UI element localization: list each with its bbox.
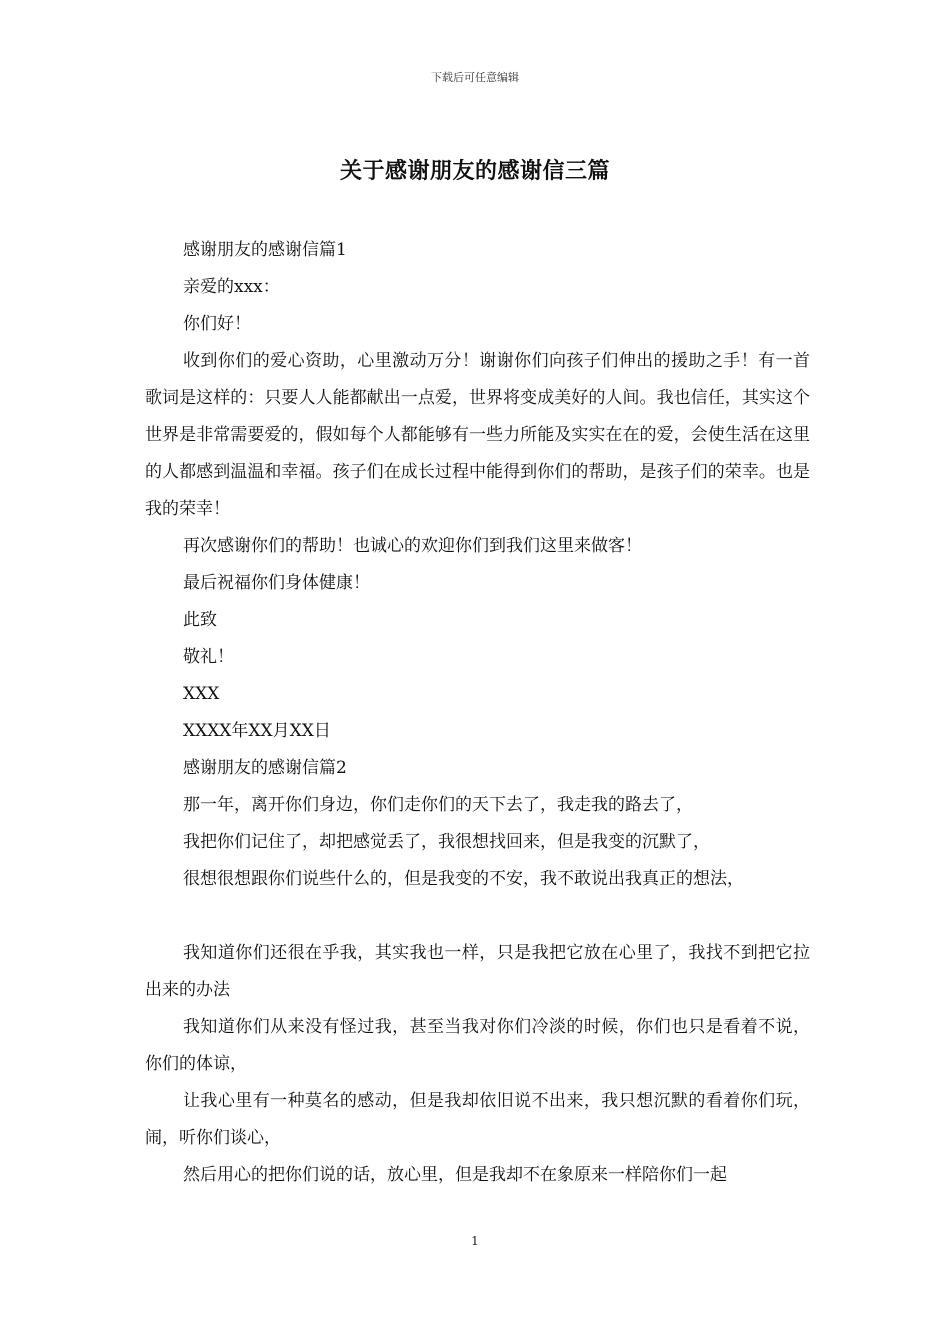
header-note: 下载后可任意编辑 (431, 71, 519, 84)
poem-line: 很想很想跟你们说些什么的，但是我变的不安，我不敢说出我真正的想法， (183, 869, 744, 889)
body-paragraph: 收到你们的爱心资助，心里激动万分！谢谢你们向孩子们伸出的援助之手！有一首歌词是这样的：只要人人能都献出一点爱，世界将变成美好的人间。我也信任，其实这个世界是非常需要爱的，假如每个人都能够有一些力所能及实实在在的爱，会使生活在这里的人都感到温温和幸福。孩子们在成长过程中能得到你们的帮助，是孩子们的荣幸。也是我的荣幸！ (145, 351, 810, 519)
closing-wish: 最后祝福你们身体健康！ (183, 573, 370, 593)
poem-line: 然后用心的把你们说的话，放心里，但是我却不在象原来一样陪你们一起 (183, 1165, 727, 1185)
page-number: 1 (471, 1234, 479, 1248)
poem-line: 那一年，离开你们身边，你们走你们的天下去了，我走我的路去了， (183, 795, 693, 815)
closing-phrase: 此致 (183, 610, 217, 630)
salutation: 亲爱的xxx： (183, 277, 280, 297)
closing-salute: 敬礼！ (183, 647, 234, 667)
poem-line: 我知道你们还很在乎我，其实我也一样，只是我把它放在心里了，我找不到把它拉出来的办法 (145, 943, 810, 1000)
section-heading-2: 感谢朋友的感谢信篇2 (183, 758, 347, 778)
blank-line (145, 898, 810, 935)
poem-line: 我把你们记住了，却把感觉丢了，我很想找回来，但是我变的沉默了， (183, 832, 710, 852)
section-heading-1: 感谢朋友的感谢信篇1 (183, 240, 347, 260)
poem-line: 让我心里有一种莫名的感动，但是我却依旧说不出来，我只想沉默的看着你们玩，闹，听你们谈心， (145, 1091, 810, 1148)
document-body (145, 232, 810, 1194)
letter-date: XXXX年XX月XX日 (183, 721, 331, 741)
poem-line: 我知道你们从来没有怪过我，甚至当我对你们冷淡的时候，你们也只是看着不说，你们的体谅， (145, 1017, 810, 1074)
body-paragraph: 再次感谢你们的帮助！也诚心的欢迎你们到我们这里来做客！ (183, 536, 642, 556)
signature: XXX (183, 684, 220, 704)
document-title: 关于感谢朋友的感谢信三篇 (339, 158, 610, 184)
greeting: 你们好！ (183, 314, 251, 334)
